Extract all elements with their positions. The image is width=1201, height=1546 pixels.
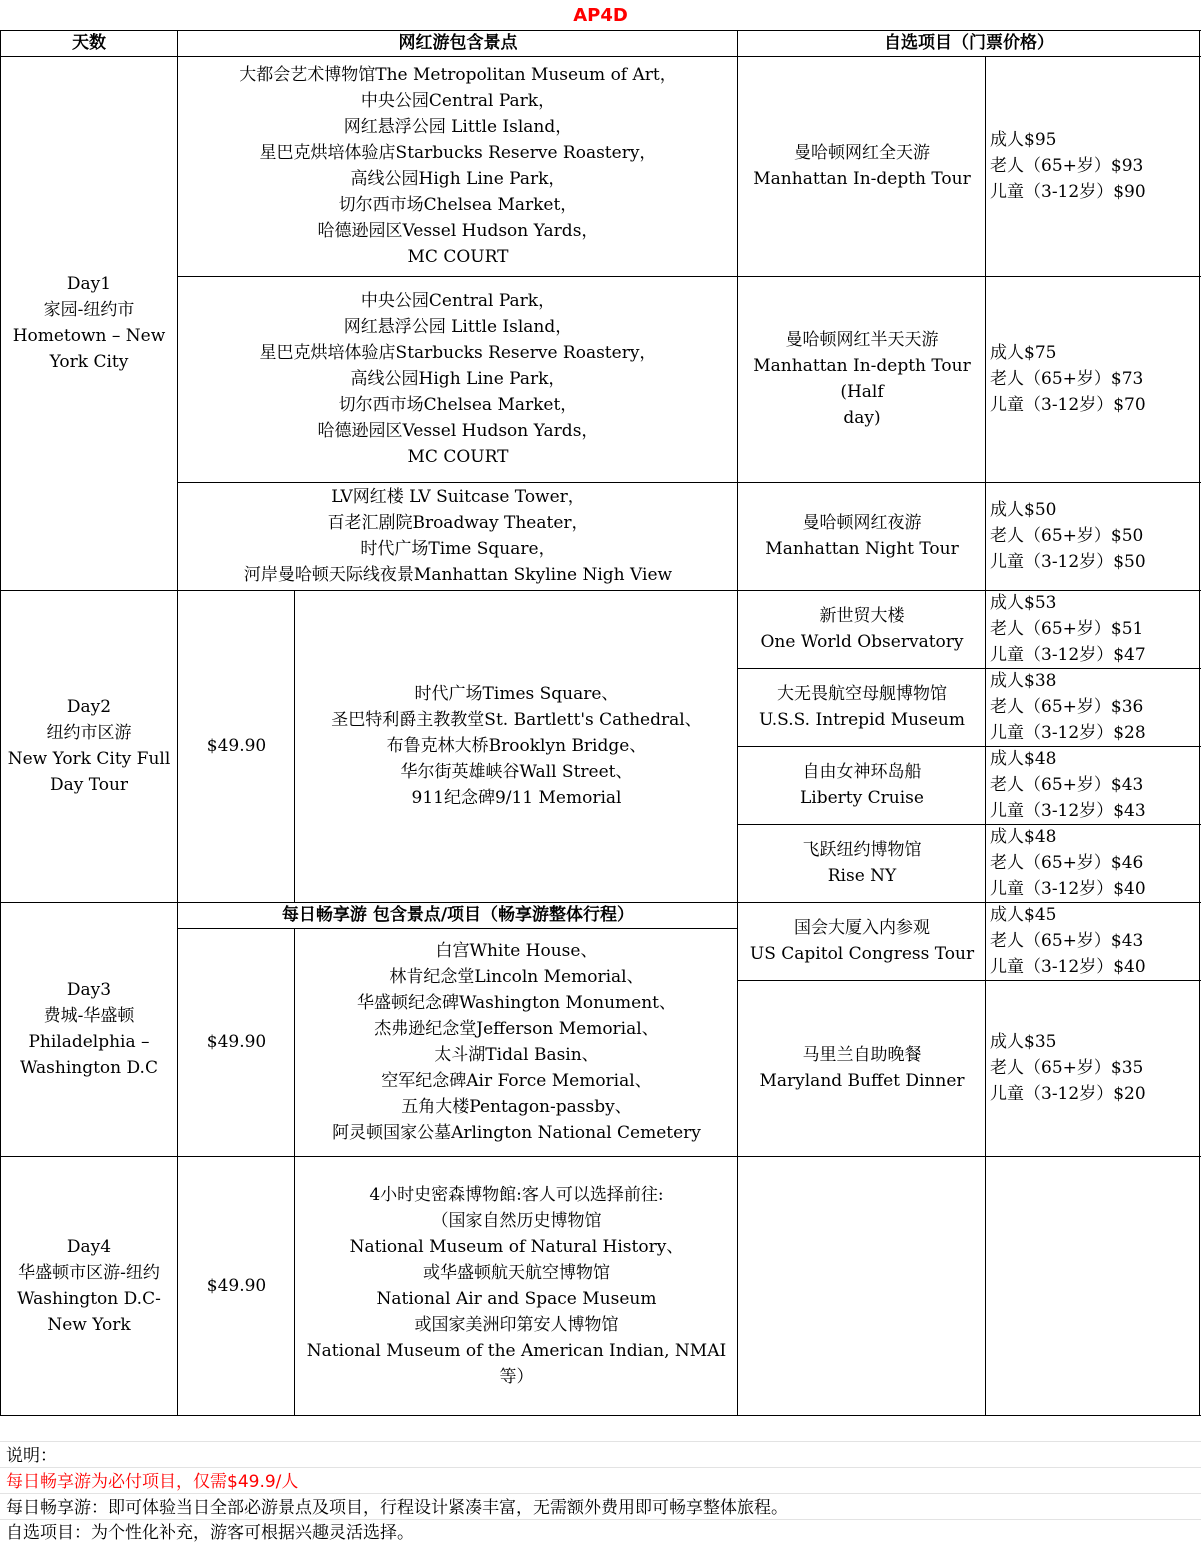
day3-fee: $49.90	[206, 1032, 267, 1052]
day1-tour3-price: 成人$50 老人（65+岁）$50 儿童（3-12岁）$50	[990, 500, 1146, 572]
table-border	[177, 30, 178, 1416]
day2-option3-name: 自由女神环岛船 Liberty Cruise	[800, 762, 924, 808]
notes-required: 每日畅享游为必付项目，仅需$49.9/人	[6, 1472, 299, 1492]
day2-fee: $49.90	[206, 736, 267, 756]
day3-spots: 白宫White House、 林肯纪念堂Lincoln Memorial、 华盛顿纪念碑Washington Monument、 杰弗逊纪念堂Jefferson Memorial、 太斗湖Tidal Basin、 空军纪念碑Air Force Memorial、 五角大楼Pentagon-passby、 阿灵顿国家公墓Arlington National Cemetery	[332, 941, 701, 1143]
day1-tour2-price: 成人$75 老人（65+岁）$73 儿童（3-12岁）$70	[990, 343, 1146, 415]
table-border	[1199, 30, 1200, 1416]
day1-tour2-spots: 中央公园Central Park， 网红悬浮公园 Little Island， 星巴克烘培体验店Starbucks Reserve Roastery， 高线公园High Line Park， 切尔西市场Chelsea Market， 哈德逊园区Vessel Hudson Yards， MC COURT	[259, 291, 657, 467]
table-border	[294, 590, 295, 902]
notes-label: 说明：	[6, 1446, 57, 1466]
day2-option4-name: 飞跃纽约博物馆 Rise NY	[802, 840, 922, 886]
header-optional-items: 自选项目（门票价格）	[884, 33, 1054, 53]
day2-option4-price: 成人$48 老人（65+岁）$46 儿童（3-12岁）$40	[990, 827, 1146, 899]
day4-fee: $49.90	[206, 1276, 267, 1296]
table-border	[737, 30, 738, 1416]
table-border	[294, 928, 295, 1416]
day1-label: Day1 家园-纽约市 Hometown – New York City	[12, 274, 166, 372]
table-border	[738, 980, 1201, 981]
day2-option1-name: 新世贸大楼 One World Observatory	[760, 606, 964, 652]
table-border	[0, 56, 1201, 57]
table-border	[0, 30, 1, 1416]
day3-option2-price: 成人$35 老人（65+岁）$35 儿童（3-12岁）$20	[990, 1032, 1146, 1104]
table-border	[985, 56, 986, 1416]
day1-tour1-price: 成人$95 老人（65+岁）$93 儿童（3-12岁）$90	[990, 130, 1146, 202]
day3-option2-name: 马里兰自助晚餐 Maryland Buffet Dinner	[759, 1045, 965, 1091]
table-border	[738, 746, 1201, 747]
table-border	[738, 824, 1201, 825]
table-border	[0, 902, 1201, 903]
day3-label: Day3 费城-华盛顿 Philadelphia – Washington D.C	[20, 980, 158, 1078]
day1-tour2-name: 曼哈顿网红半天天游 Manhattan In-depth Tour (Half day)	[753, 330, 971, 428]
sheet-title: AP4D	[573, 5, 628, 26]
table-border	[0, 1156, 1201, 1157]
table-border	[0, 590, 1201, 591]
day1-tour3-spots: LV网红楼 LV Suitcase Tower， 百老汇剧院Broadway Theater， 时代广场Time Square， 河岸曼哈顿天际线夜景Manhattan Skyline Nigh View	[243, 487, 673, 585]
sheet-gridline	[0, 1467, 1201, 1468]
day1-tour1-name: 曼哈顿网红全天游 Manhattan In-depth Tour	[753, 143, 971, 189]
day4-spots: 4小时史密森博物館:客人可以选择前往: （国家自然历史博物馆 National Museum of Natural History、 或华盛顿航天航空博物馆 National Air and Space Museum 或国家美洲印第安人博物馆 National Museum of the American Indian, NMAI等）	[306, 1185, 727, 1387]
day2-spots: 时代广场Times Square、 圣巴特利爵主教教堂St. Bartlett's Cathedral、 布鲁克林大桥Brooklyn Bridge、 华尔街英雄峡谷Wall Street、 911纪念碑9/11 Memorial	[331, 684, 702, 808]
notes-daily: 每日畅享游：即可体验当日全部必游景点及项目，行程设计紧凑丰富，无需额外费用即可畅享整体旅程。	[6, 1498, 788, 1518]
header-included-spots: 网红游包含景点	[398, 33, 518, 53]
day4-label: Day4 华盛顿市区游-纽约 Washington D.C- New York	[17, 1237, 161, 1335]
day3-option1-name: 国会大厦入内参观 US Capitol Congress Tour	[749, 918, 975, 964]
day2-option3-price: 成人$48 老人（65+岁）$43 儿童（3-12岁）$43	[990, 749, 1146, 821]
notes-optional: 自选项目：为个性化补充，游客可根据兴趣灵活选择。	[6, 1523, 414, 1543]
table-border	[0, 1415, 1201, 1416]
day3-option1-price: 成人$45 老人（65+岁）$43 儿童（3-12岁）$40	[990, 905, 1146, 977]
day2-option2-name: 大无畏航空母舰博物馆 U.S.S. Intrepid Museum	[759, 684, 965, 730]
header-days: 天数	[72, 33, 106, 53]
day2-label: Day2 纽约市区游 New York City Full Day Tour	[7, 697, 171, 795]
day2-option2-price: 成人$38 老人（65+岁）$36 儿童（3-12岁）$28	[990, 671, 1146, 743]
table-border	[738, 668, 1201, 669]
table-border	[178, 482, 1201, 483]
day3-subheader: 每日畅享游 包含景点/项目（畅享游整体行程）	[281, 905, 635, 925]
day2-option1-price: 成人$53 老人（65+岁）$51 儿童（3-12岁）$47	[990, 593, 1146, 665]
table-border	[178, 276, 1201, 277]
table-border	[0, 30, 1201, 31]
day1-tour3-name: 曼哈顿网红夜游 Manhattan Night Tour	[765, 513, 959, 559]
sheet-gridline	[0, 1441, 1201, 1442]
day1-tour1-spots: 大都会艺术博物馆The Metropolitan Museum of Art， 中央公园Central Park， 网红悬浮公园 Little Island， 星巴克烘培体验店Starbucks Reserve Roastery， 高线公园High Line Park， 切尔西市场Chelsea Market， 哈德逊园区Vessel Hudson Yards， MC COURT	[239, 65, 677, 267]
table-border	[178, 928, 738, 929]
